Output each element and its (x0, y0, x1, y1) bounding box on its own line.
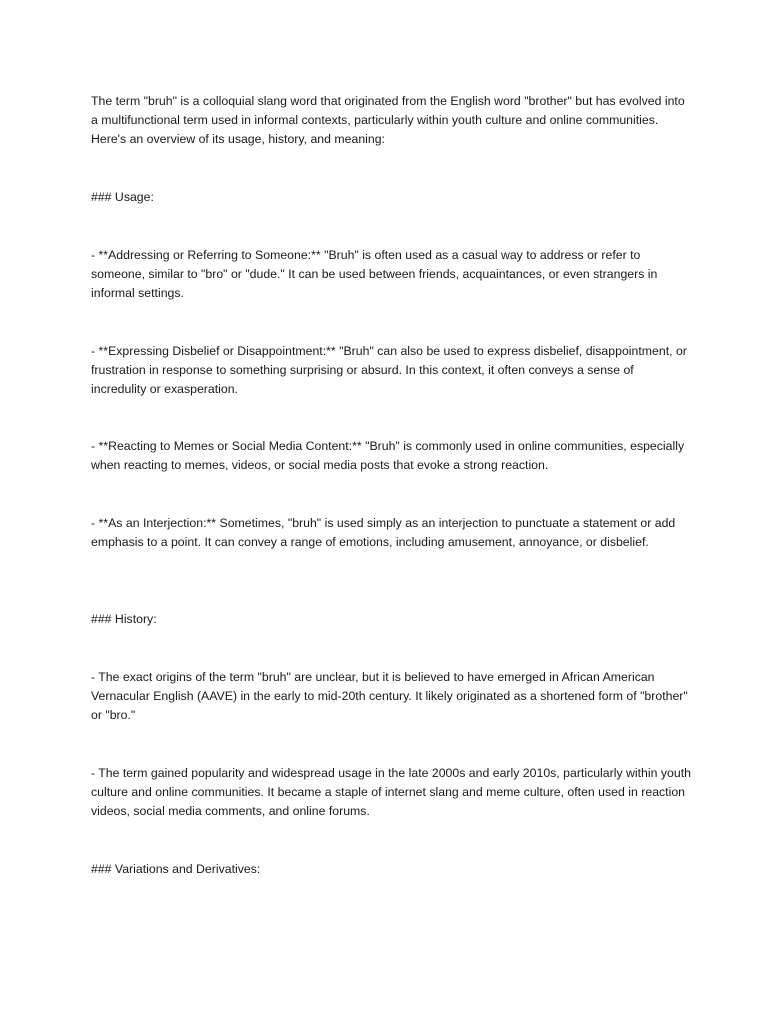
history-item-popularity: - The term gained popularity and widespread usage in the late 2000s and early 2010s, particularly within youth culture and online communities. It became a staple of internet slang and meme culture, often used in reaction videos, social media comments, and online forums. (91, 766, 691, 818)
usage-item-addressing: - **Addressing or Referring to Someone:** "Bruh" is often used as a casual way to address or refer to someone, similar to "bro" or "dude." It can be used between friends, acquaintances, or even strangers in informal settings. (91, 248, 658, 300)
usage-item-disbelief: - **Expressing Disbelief or Disappointment:** "Bruh" can also be used to express disbelief, disappointment, or frustration in response to something surprising or absurd. In this context, it often conveys a sense of incredulity or exasperation. (91, 344, 687, 396)
usage-item-interjection: - **As an Interjection:** Sometimes, "bruh" is used simply as an interjection to punctuate a statement or add emphasis to a point. It can convey a range of emotions, including amusement, annoyance, or disbelief. (91, 516, 676, 549)
usage-item-memes: - **Reacting to Memes or Social Media Content:** "Bruh" is commonly used in online communities, especially when reacting to memes, videos, or social media posts that evoke a strong reaction. (91, 439, 685, 472)
usage-heading: ### Usage: (91, 190, 154, 204)
intro-paragraph: The term "bruh" is a colloquial slang word that originated from the English word "brother" but has evolved into a multifunctional term used in informal contexts, particularly within youth culture and online communities. Here's an overview of its usage, history, and meaning: (91, 94, 685, 146)
history-heading: ### History: (91, 612, 157, 626)
variations-heading: ### Variations and Derivatives: (91, 862, 261, 876)
history-item-origins: - The exact origins of the term "bruh" are unclear, but it is believed to have emerged in African American Vernacular English (AAVE) in the early to mid-20th century. It likely originated as a shortened form of "brother" or "bro." (91, 670, 688, 722)
